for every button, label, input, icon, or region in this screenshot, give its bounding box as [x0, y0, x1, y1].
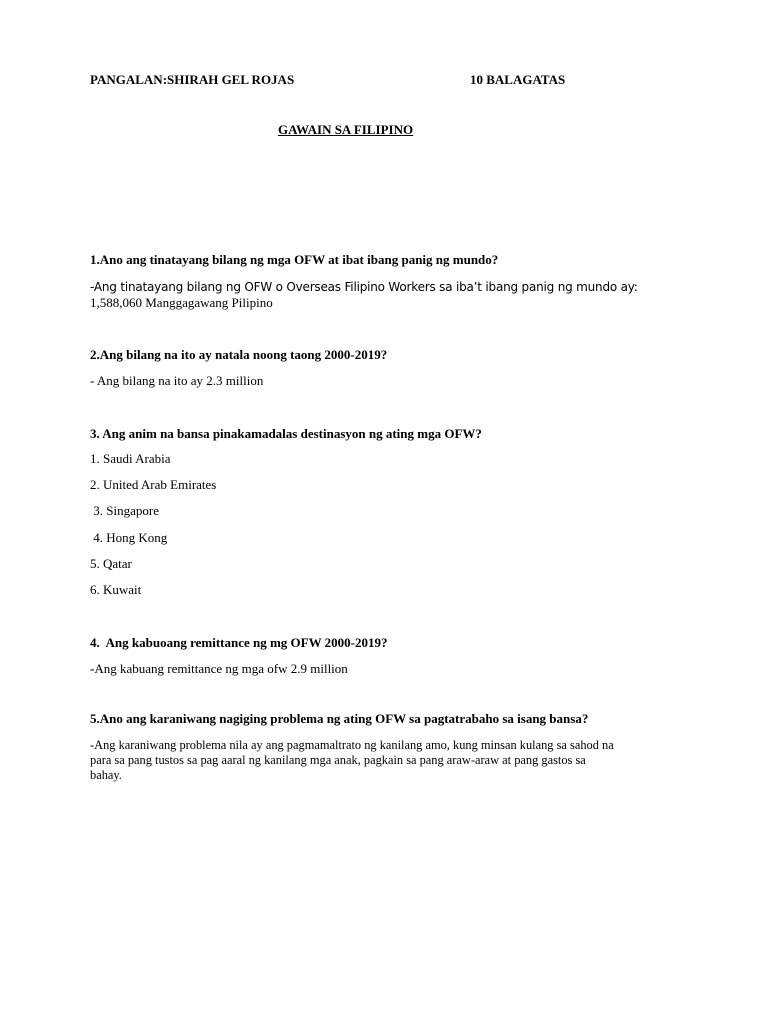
answer-5-line-3: bahay.	[90, 768, 122, 782]
list-item-3: 3. Singapore	[90, 503, 159, 518]
page-title: GAWAIN SA FILIPINO	[278, 122, 414, 137]
answer-1-line-2: 1,588,060 Manggagawang Pilipino	[90, 295, 273, 310]
answer-4-dash: -	[90, 661, 95, 676]
answer-5-line-1: -Ang karaniwang problema nila ay ang pagmamaltrato ng kanilang amo, kung minsan kulang sa sahod na	[90, 738, 614, 752]
list-item-5: 5. Qatar	[90, 556, 132, 571]
answer-2: - Ang bilang na ito ay 2.3 million	[90, 373, 264, 388]
answer-5-line-2: para sa pang tustos sa pag aaral ng kanilang mga anak, pagkain sa pang araw-araw at pang gastos sa	[90, 753, 586, 767]
list-item-2: 2. United Arab Emirates	[90, 477, 217, 492]
question-5: 5.Ano ang karaniwang nagiging problema ng ating OFW sa pagtatrabaho sa isang bansa?	[90, 711, 589, 726]
list-item-1: 1. Saudi Arabia	[90, 451, 171, 466]
question-1: 1.Ano ang tinatayang bilang ng mga OFW at ibat ibang panig ng mundo?	[90, 252, 499, 267]
student-section: 10 BALAGATAS	[470, 72, 566, 87]
list-item-4: 4. Hong Kong	[90, 530, 168, 545]
question-4: 4. Ang kabuoang remittance ng mg OFW 2000-2019?	[90, 635, 388, 650]
answer-1-line-1: -Ang tinatayang bilang ng OFW o Overseas Filipino Workers sa iba’t ibang panig ng mundo ay:	[90, 280, 638, 294]
student-name: PANGALAN:SHIRAH GEL ROJAS	[90, 72, 295, 87]
question-3: 3. Ang anim na bansa pinakamadalas destinasyon ng ating mga OFW?	[90, 426, 482, 441]
list-item-6: 6. Kuwait	[90, 582, 142, 597]
question-2: 2.Ang bilang na ito ay natala noong taong 2000-2019?	[90, 347, 388, 362]
answer-4-text: Ang kabuang remittance ng mga ofw 2.9 million	[94, 661, 348, 676]
answer-4	[90, 661, 348, 677]
